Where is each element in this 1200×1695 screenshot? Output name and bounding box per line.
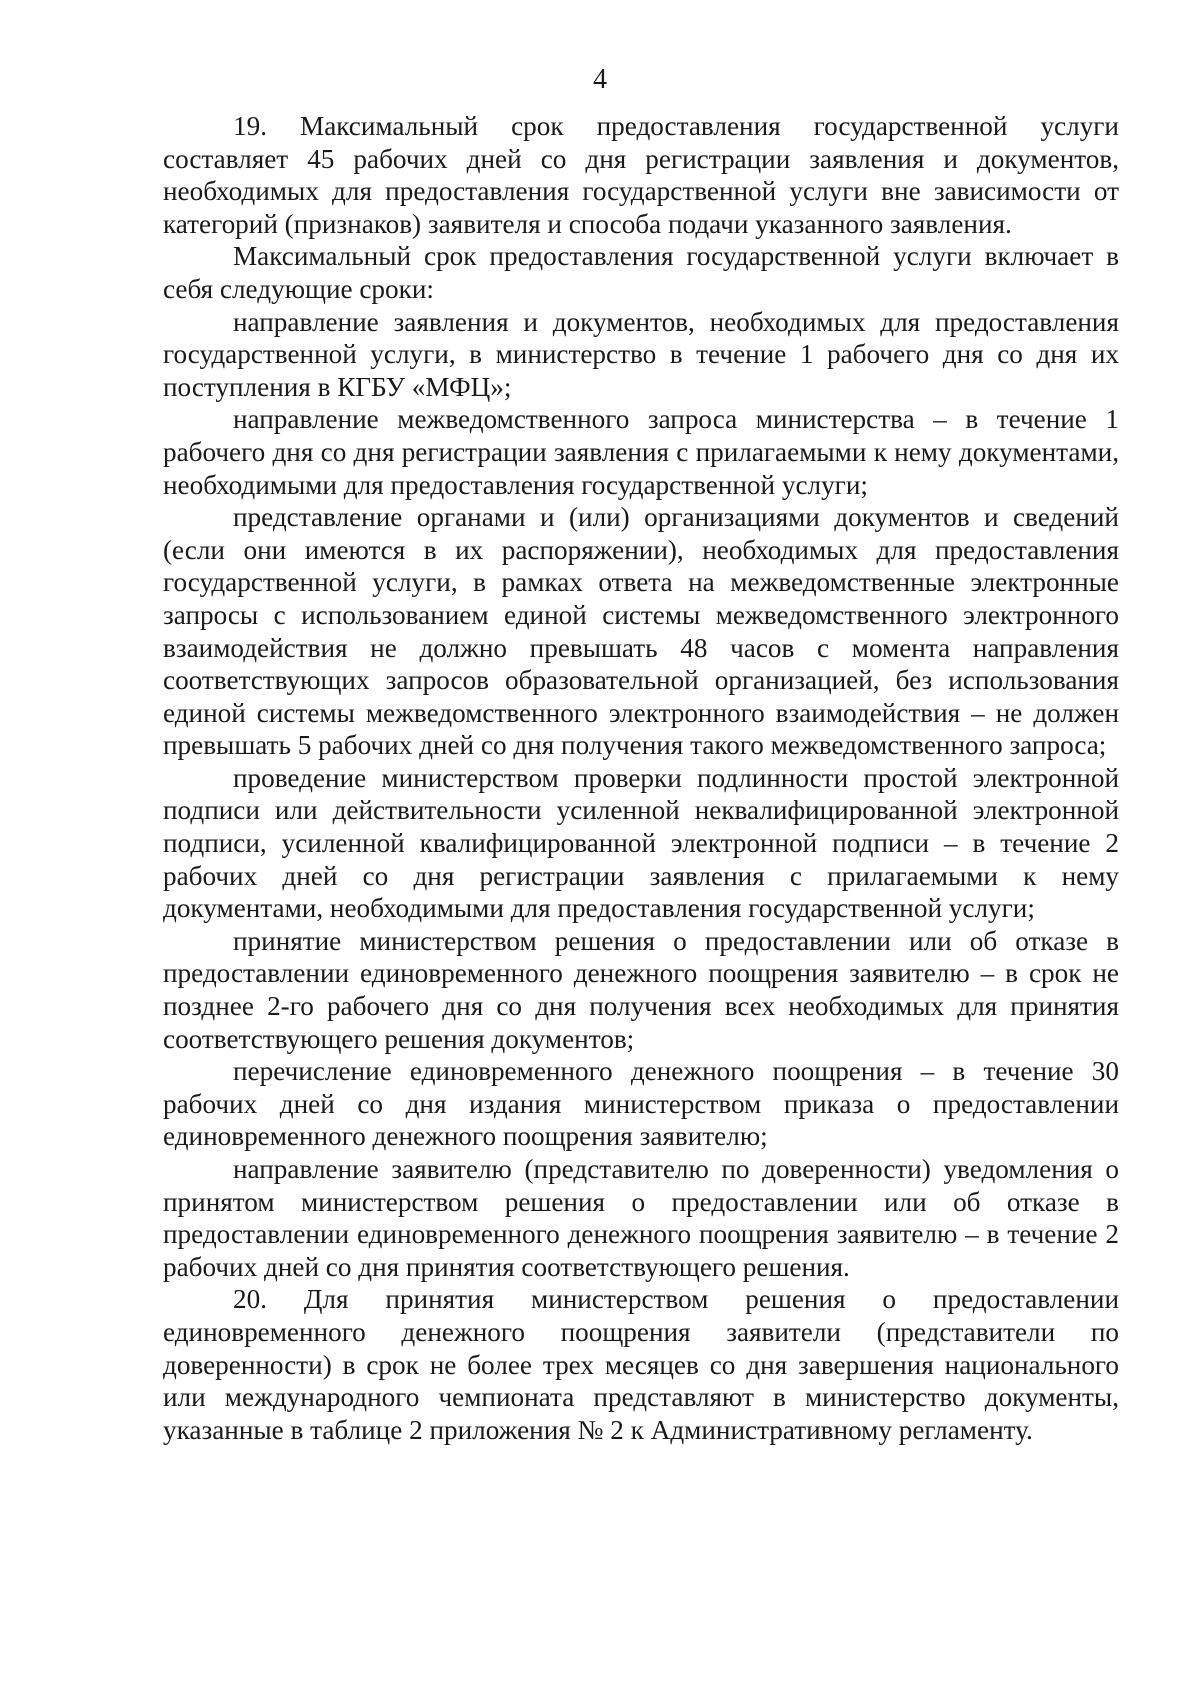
paragraph-sending-documents: направление заявления и документов, необходимых для предоставления государственной услуги, в министерство в течение 1 рабочего дня со дня их поступления в КГБУ «МФЦ»;: [163, 306, 1119, 402]
paragraph-decision: принятие министерством решения о предоставлении или об отказе в предоставлении единовременного денежного поощрения заявителю – в срок не позднее 2-го рабочего дня со дня получения всех необходимых для принятия соответствующего решения документов;: [163, 925, 1119, 1054]
paragraph-max-term-intro: Максимальный срок предоставления государственной услуги включает в себя следующие сроки:: [163, 241, 1119, 304]
page-number: 4: [593, 64, 607, 95]
document-body: [163, 110, 1119, 1446]
paragraph-interagency-request: направление межведомственного запроса министерства – в течение 1 рабочего дня со дня регистрации заявления с прилагаемыми к нему документами, необходимыми для предоставления государственной услуги;: [163, 404, 1119, 500]
paragraph-interagency-response: представление органами и (или) организациями документов и сведений (если они имеются в их распоряжении), необходимых для предоставления государственной услуги, в рамках ответа на межведомственные электронные запросы с использованием единой системы межведомственного электронного взаимодействия не должно превышать 48 часов с момента направления соответствующих запросов образовательной организацией, без использования единой системы межведомственного электронного взаимодействия – не должен превышать 5 рабочих дней со дня получения такого межведомственного запроса;: [163, 502, 1119, 761]
paragraph-20: 20. Для принятия министерством решения о предоставлении единовременного денежного поощрения заявители (представители по доверенности) в срок не более трех месяцев со дня завершения национального или международного чемпионата представляют в министерство документы, указанные в таблице 2 приложения № 2 к Административному регламенту.: [163, 1284, 1119, 1445]
paragraph-signature-check: проведение министерством проверки подлинности простой электронной подписи или действительности усиленной неквалифицированной электронной подписи, усиленной квалифицированной электронной подписи – в течение 2 рабочих дней со дня регистрации заявления с прилагаемыми к нему документами, необходимыми для предоставления государственной услуги;: [163, 762, 1119, 924]
paragraph-19: 19. Максимальный срок предоставления государственной услуги составляет 45 рабочих дней со дня регистрации заявления и документов, необходимых для предоставления государственной услуги вне зависимости от категорий (признаков) заявителя и способа подачи указанного заявления.: [163, 111, 1119, 239]
paragraph-transfer: перечисление единовременного денежного поощрения – в течение 30 рабочих дней со дня издания министерством приказа о предоставлении единовременного денежного поощрения заявителю;: [163, 1056, 1119, 1152]
paragraph-notification: направление заявителю (представителю по доверенности) уведомления о принятом министерством решения о предоставлении или об отказе в предоставлении единовременного денежного поощрения заявителю – в течение 2 рабочих дней со дня принятия соответствующего решения.: [163, 1154, 1119, 1282]
